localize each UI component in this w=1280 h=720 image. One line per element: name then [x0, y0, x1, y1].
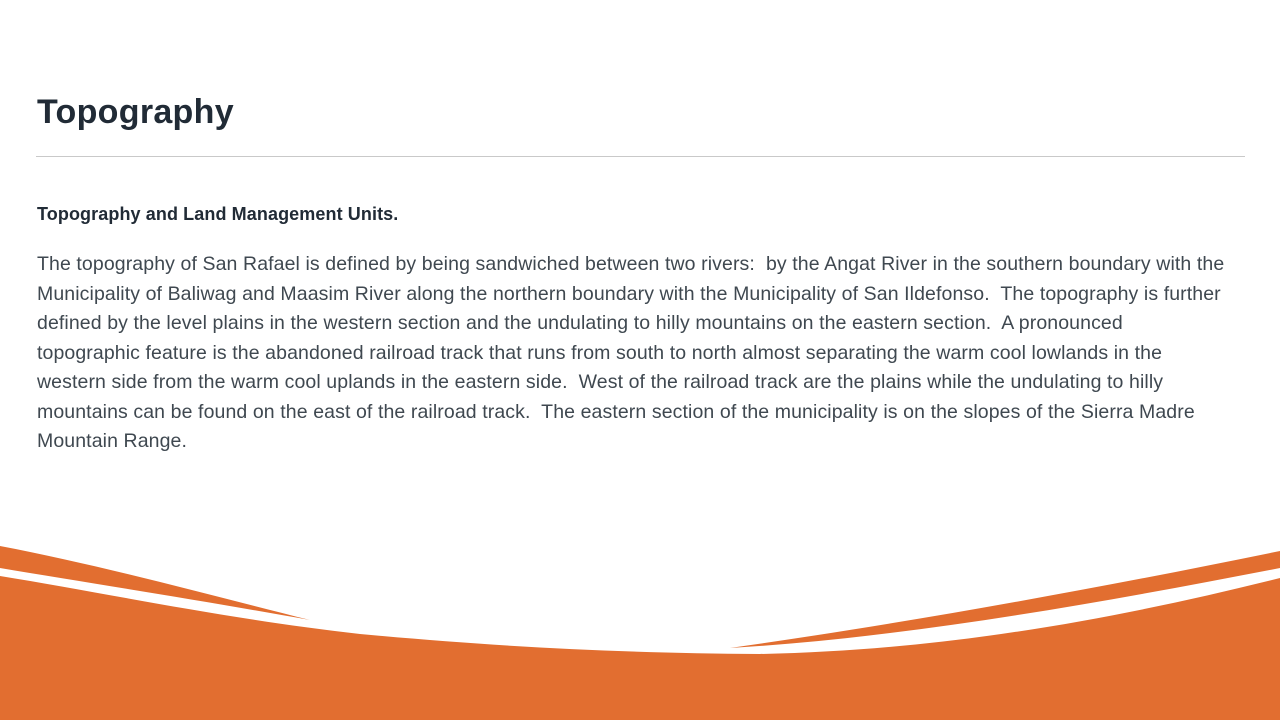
page-title: Topography — [37, 93, 234, 131]
body-heading: Topography and Land Management Units. — [37, 204, 399, 224]
title-divider — [36, 156, 1245, 157]
body-paragraph: The topography of San Rafael is defined by being sandwiched between two rivers: by the Angat River in the southern boundary with the Municipality of Baliwag and Maasim River along the northern boundary with the Municipality of San Ildefonso. The topography is further defined by the level plains in the western section and the undulating to hilly mountains on the eastern section. A pronounced topographic feature is the abandoned railroad track that runs from south to north almost separating the warm cool lowlands in the western side from the warm cool uplands in the eastern side. West of the railroad track are the plains while the undulating to hilly mountains can be found on the east of the railroad track. The eastern section of the municipality is on the slopes of the Sierra Madre Mountain Range. — [37, 253, 1230, 452]
bottom-wave-graphic — [0, 520, 1280, 720]
